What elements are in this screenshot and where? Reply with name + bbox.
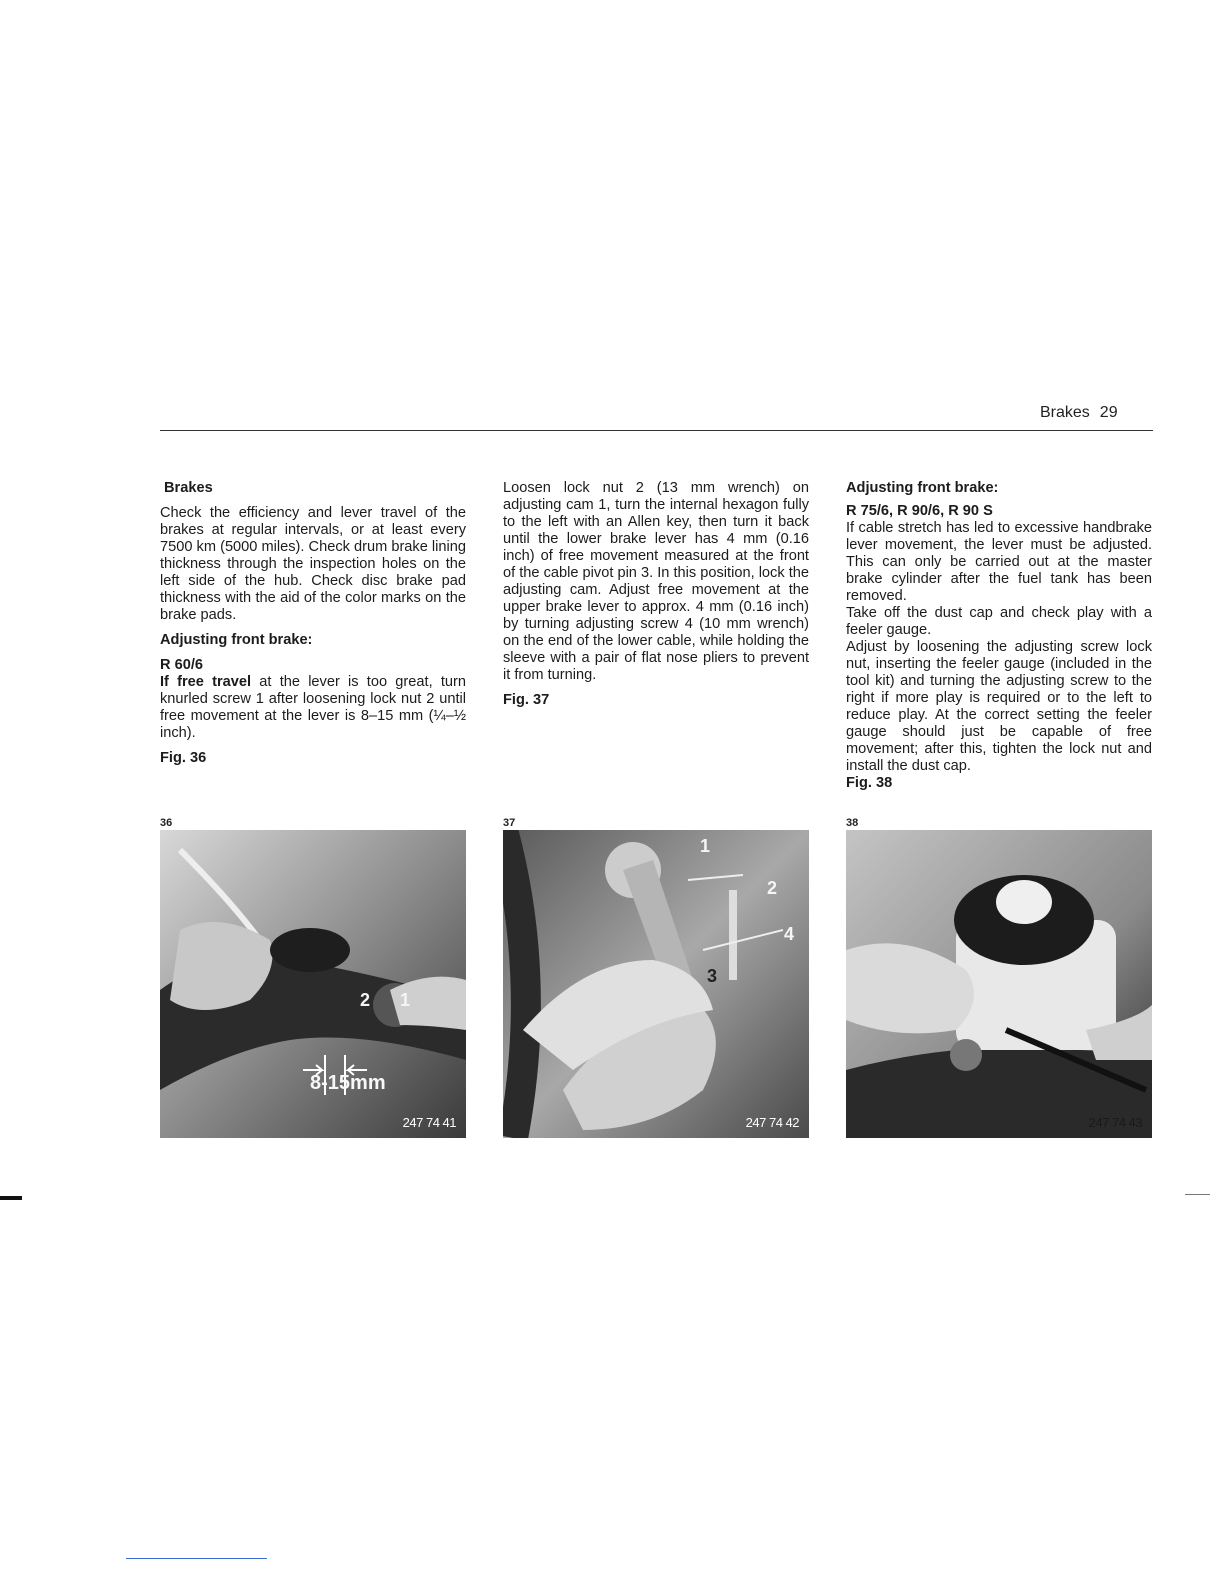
measurement-label: 8-15mm (310, 1072, 386, 1094)
figure-37-photo (503, 830, 809, 1138)
dust-cap-paragraph: Take off the dust cap and check play with a feeler gauge. (846, 605, 1152, 638)
photo-id: 247 74 43 (1088, 1115, 1142, 1130)
cable-stretch-paragraph: If cable stretch has led to excessive handbrake lever movement, the lever must be adjusted. This can only be carried out at the master brake cylinder after the fuel tank has been removed. (846, 520, 1152, 604)
figure-number: 36 (160, 817, 173, 829)
figure-38-photo (846, 830, 1152, 1138)
model-heading: R 60/6 (160, 657, 203, 673)
lead-bold-text: If free travel (160, 674, 252, 690)
scan-artifact-mark (0, 1196, 22, 1200)
figure-reference: Fig. 36 (160, 750, 207, 766)
footer-line (126, 1558, 267, 1559)
callout-3: 3 (707, 966, 718, 986)
running-head (1040, 404, 1118, 422)
photo-id: 247 74 42 (745, 1115, 799, 1130)
subheading-adjusting-front-brake: Adjusting front brake: (846, 480, 999, 496)
callout-1: 1 (400, 990, 411, 1010)
column-left (160, 480, 466, 767)
loosen-lock-nut-paragraph: Loosen lock nut 2 (13 mm wrench) on adjusting cam 1, turn the internal hexagon fully to the left with an Allen key, then turn it back until the lower brake lever has 4 mm (0.16 inch) of free movement measured at the front of the cable pivot pin 3. In this position, lock the adjusting cam. Adjust free movement at the upper brake lever to approx. 4 mm (0.16 inch) by turning adjusting screw 4 (10 mm wrench) on the end of the lower cable, while holding the sleeve with a pair of flat nose pliers to prevent it from turning. (503, 480, 809, 683)
instruction-body: at the lever is too great, turn knurled screw 1 after loosening lock nut 2 until free movement at the lever is 8–15 mm (¼–½ inch). (160, 674, 466, 741)
figure-reference: Fig. 37 (503, 692, 550, 708)
section-heading: Brakes (164, 480, 213, 496)
adjust-paragraph: Adjust by loosening the adjusting screw lock nut, inserting the feeler gauge (included in the tool kit) and turning the adjusting screw to the right if more play is required or to the left to reduce play. At the correct setting the feeler gauge should just be capable of free movement; after this, tighten the lock nut and install the dust cap. (846, 639, 1152, 774)
callout-2: 2 (360, 990, 371, 1010)
figure-number: 37 (503, 817, 516, 829)
subheading-adjusting-front-brake: Adjusting front brake: (160, 632, 313, 648)
header-rule (160, 430, 1153, 431)
column-right (846, 480, 1152, 792)
figure-36-photo (160, 830, 466, 1138)
instruction-paragraph (160, 674, 466, 742)
scan-artifact-dash (1185, 1194, 1210, 1195)
figure-number: 38 (846, 817, 859, 829)
models-heading: R 75/6, R 90/6, R 90 S (846, 503, 993, 519)
callout-2: 2 (767, 878, 778, 898)
running-head-section: Brakes (1040, 404, 1090, 421)
master-cylinder-illustration (846, 830, 1152, 1138)
intro-paragraph: Check the efficiency and lever travel of the brakes at regular intervals, or at least every 7500 km (5000 miles). Check drum brake lining thickness through the inspection holes on the left side of the hub. Check disc brake pad thickness with the aid of the color marks on the brake pads. (160, 505, 466, 623)
photo-id: 247 74 41 (402, 1115, 456, 1130)
callout-4: 4 (784, 924, 795, 944)
figure-reference: Fig. 38 (846, 775, 893, 791)
callout-1: 1 (700, 836, 711, 856)
column-middle (503, 480, 809, 709)
page-number: 29 (1099, 404, 1118, 421)
brake-cam-illustration (503, 830, 809, 1138)
